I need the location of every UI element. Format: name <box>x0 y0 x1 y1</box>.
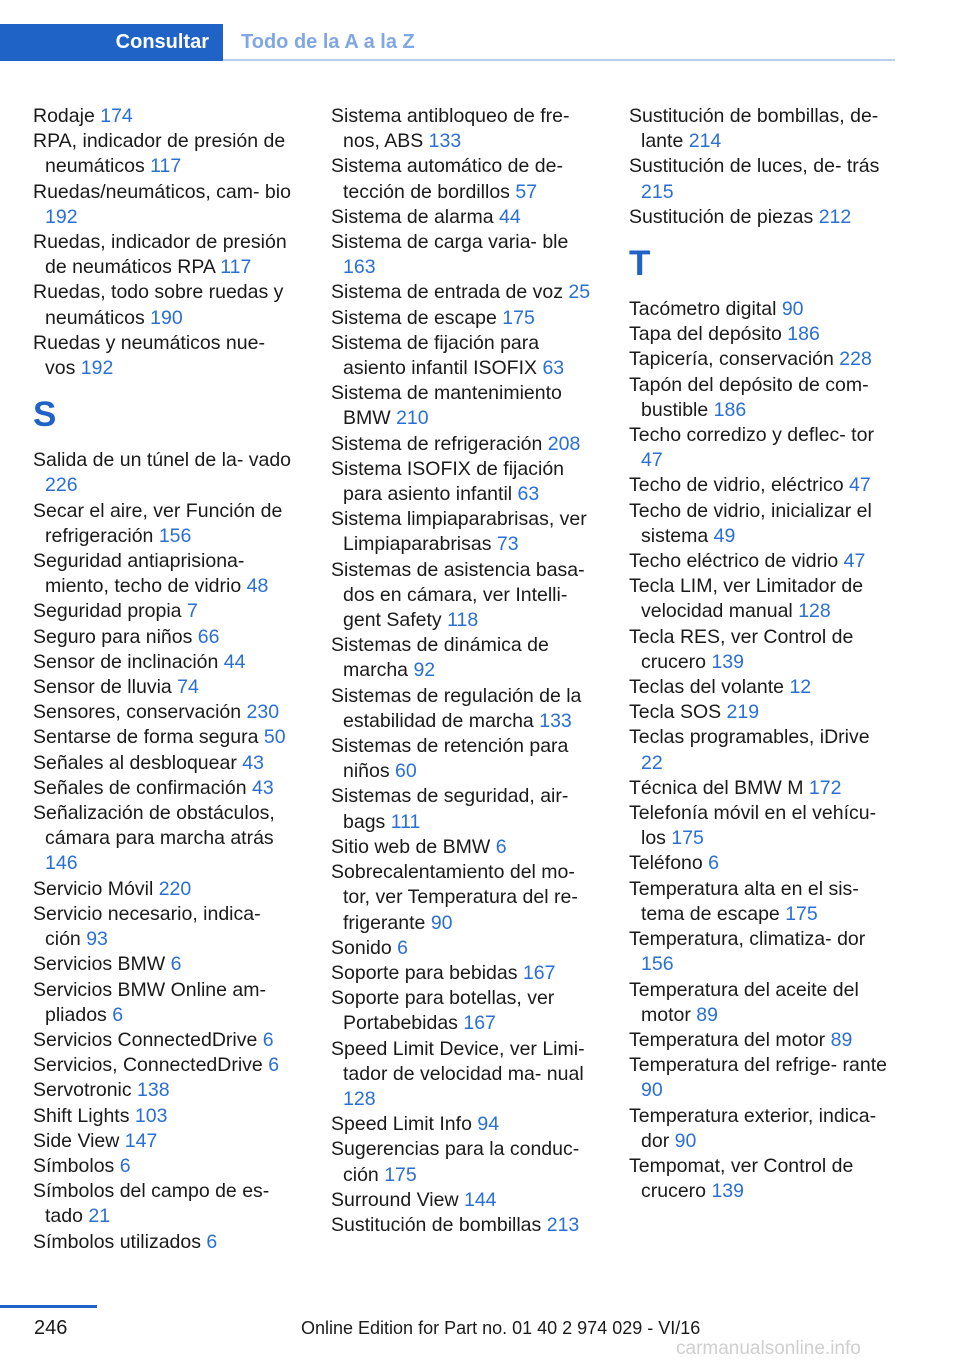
index-entry <box>33 675 297 700</box>
index-entry-term: Surround View <box>331 1188 459 1211</box>
index-entry <box>33 751 297 776</box>
index-entry-page-link[interactable]: 21 <box>88 1205 111 1228</box>
index-entry <box>629 1028 893 1053</box>
index-entry-page-link[interactable]: 192 <box>80 357 114 380</box>
index-entry-term: Techo de vidrio, eléctrico <box>629 474 844 497</box>
index-entry-term: Temperatura exterior, indica‐ dor <box>629 1104 877 1152</box>
index-entry-page-link[interactable]: 156 <box>641 953 674 976</box>
index-entry-term: Sensor de inclinación <box>33 650 219 673</box>
index-entry-page-link[interactable]: 190 <box>150 306 183 329</box>
index-entry <box>33 1154 297 1179</box>
index-entry <box>331 381 595 431</box>
index-entry <box>331 1137 595 1187</box>
index-entry-term: Ruedas, indicador de presión de neumáticos RPA <box>33 231 287 279</box>
index-entry-term: Sonido <box>331 936 392 959</box>
index-entry <box>33 448 297 498</box>
index-entry-page-link[interactable]: 139 <box>711 1180 744 1203</box>
index-entry-term: Temperatura alta en el sis‐ tema de escape <box>629 877 859 925</box>
index-entry-term: Sustitución de bombillas, de‐ lante <box>629 105 879 153</box>
index-entry <box>629 625 893 675</box>
index-entry-term: Sobrecalentamiento del mo‐ tor, ver Temperatura del re‐ frigerante <box>331 861 578 934</box>
index-entry-page-link[interactable]: 44 <box>499 205 521 228</box>
index-entry-page-link[interactable]: 228 <box>839 348 872 371</box>
index-entry-term: Ruedas y neumáticos nue‐ vos <box>33 331 265 380</box>
index-entry-page-link[interactable]: 6 <box>708 852 720 875</box>
index-entry <box>629 801 893 851</box>
index-entry <box>331 684 595 734</box>
tab-todo-de-la-a-a-la-z[interactable]: Todo de la A a la Z <box>241 31 415 53</box>
index-entry-term: Sistema ISOFIX de fijación para asiento infantil <box>331 457 565 506</box>
index-entry <box>331 860 595 936</box>
index-entry <box>33 599 297 624</box>
index-entry <box>629 725 893 775</box>
index-entry <box>33 230 297 280</box>
index-entry-page-link[interactable]: 89 <box>696 1003 718 1026</box>
header-divider <box>223 59 895 61</box>
index-entry <box>33 1104 297 1129</box>
index-entry-term: Técnica del BMW M <box>629 776 804 799</box>
index-entry <box>33 1230 297 1255</box>
index-entry-term: Servicios ConnectedDrive <box>33 1028 258 1051</box>
index-entry-term: Salida de un túnel de la‐ vado <box>33 449 292 472</box>
index-entry <box>331 280 595 305</box>
index-entry <box>629 473 893 498</box>
index-entry <box>629 322 893 347</box>
index-entry-term: Tapa del depósito <box>629 323 782 346</box>
tab-consultar[interactable]: Consultar <box>0 24 223 61</box>
index-entry-page-link[interactable]: 210 <box>396 407 429 430</box>
index-entry-term: Shift Lights <box>33 1104 130 1127</box>
index-entry-term: Sistema antibloqueo de fre‐ nos, ABS <box>331 105 570 153</box>
page-number: 246 <box>34 1317 68 1339</box>
index-entry-page-link[interactable]: 138 <box>137 1079 170 1102</box>
index-entry-term: Sistema de escape <box>331 306 497 329</box>
index-entry-term: Tempomat, ver Control de crucero <box>629 1154 854 1203</box>
index-entry-term: Símbolos utilizados <box>33 1230 201 1253</box>
index-entry-page-link[interactable]: 43 <box>242 751 264 774</box>
index-entry-page-link[interactable]: 163 <box>343 256 376 279</box>
index-entry <box>331 432 595 457</box>
index-entry-page-link[interactable]: 172 <box>808 776 842 799</box>
index-entry <box>629 1104 893 1154</box>
index-entry <box>629 776 893 801</box>
index-entry-term: Sentarse de forma segura <box>33 726 259 749</box>
index-entry-page-link[interactable]: 90 <box>641 1079 663 1102</box>
index-entry-term: Sistema automático de de‐ tección de bordillos <box>331 155 563 203</box>
index-entry-page-link[interactable]: 147 <box>124 1129 158 1152</box>
index-entry-page-link[interactable]: 128 <box>343 1087 376 1110</box>
index-entry <box>331 205 595 230</box>
index-entry <box>33 650 297 675</box>
index-entry <box>33 499 297 549</box>
index-entry-term: Tapicería, conservación <box>629 348 834 371</box>
index-entry-page-link[interactable]: 139 <box>711 650 744 673</box>
index-entry-term: Teclas programables, iDrive <box>629 726 870 749</box>
index-entry <box>33 725 297 750</box>
index-entry-term: Servotronic <box>33 1079 132 1102</box>
index-entry-page-link[interactable]: 167 <box>522 961 556 984</box>
index-entry-term: Servicios, ConnectedDrive <box>33 1054 263 1077</box>
watermark: carmanualsonline.info <box>676 1338 861 1359</box>
index-entry-page-link[interactable]: 47 <box>849 474 871 497</box>
index-entry-page-link[interactable]: 167 <box>463 1012 496 1035</box>
index-entry <box>33 1078 297 1103</box>
index-entry <box>331 331 595 381</box>
index-entry <box>331 306 595 331</box>
index-entry-page-link[interactable]: 92 <box>413 659 436 682</box>
index-entry-term: Techo de vidrio, inicializar el sistema <box>629 499 872 547</box>
index-entry <box>331 633 595 683</box>
edition-note: Online Edition for Part no. 01 40 2 974 029 - VI/16 <box>301 1318 701 1338</box>
index-entry-page-link[interactable]: 128 <box>798 600 831 623</box>
index-entry-page-link[interactable]: 63 <box>542 357 565 380</box>
index-entry-term: Sensor de lluvia <box>33 676 172 699</box>
page-header <box>0 24 895 61</box>
index-entry-page-link[interactable]: 6 <box>206 1230 218 1253</box>
index-column-3 <box>629 104 893 1204</box>
index-entry-page-link[interactable]: 214 <box>688 130 722 153</box>
index-entry-term: Temperatura del refrige‐ rante <box>629 1054 887 1077</box>
index-entry-page-link[interactable]: 174 <box>100 105 133 127</box>
index-entry-page-link[interactable]: 186 <box>713 398 747 421</box>
index-entry-page-link[interactable]: 90 <box>781 298 804 321</box>
index-entry-page-link[interactable]: 63 <box>517 483 540 506</box>
index-entry-page-link[interactable]: 73 <box>496 533 519 556</box>
index-entry-page-link[interactable]: 57 <box>515 180 538 203</box>
index-entry-page-link[interactable]: 94 <box>477 1113 500 1136</box>
index-entry <box>331 734 595 784</box>
index-entry <box>33 952 297 977</box>
index-entry-term: Tecla SOS <box>629 701 722 724</box>
index-entry-page-link[interactable]: 43 <box>251 776 274 799</box>
index-entry <box>33 625 297 650</box>
index-entry-term: Sitio web de BMW <box>331 835 491 858</box>
index-entry <box>629 927 893 977</box>
index-entry-page-link[interactable]: 74 <box>177 676 199 699</box>
index-entry <box>629 574 893 624</box>
index-entry-term: Temperatura del motor <box>629 1028 826 1051</box>
index-entry-page-link[interactable]: 47 <box>843 550 866 573</box>
index-entry-term: Ruedas/neumáticos, cam‐ bio <box>33 180 291 203</box>
index-entry <box>629 978 893 1028</box>
index-entry-page-link[interactable]: 93 <box>86 928 108 951</box>
index-entry-term: Teclas del volante <box>629 676 785 699</box>
index-entry <box>629 549 893 574</box>
index-entry-term: Speed Limit Info <box>331 1113 472 1136</box>
index-entry-page-link[interactable]: 208 <box>547 432 581 455</box>
index-entry-term: Telefonía móvil en el vehícu‐ los <box>629 802 877 850</box>
index-entry-term: Señales al desbloquear <box>33 751 237 774</box>
index-entry-term: Temperatura, climatiza‐ dor <box>629 928 866 951</box>
index-entry-term: Sistemas de asistencia basa‐ dos en cámara, ver Intelli‐ gent Safety <box>331 558 585 632</box>
index-entry-page-link[interactable]: 49 <box>713 524 736 547</box>
index-entry-page-link[interactable]: 6 <box>397 936 408 959</box>
index-entry-page-link[interactable]: 186 <box>787 323 820 346</box>
index-entry <box>629 154 893 204</box>
index-entry-term: Sistema de fijación para asiento infantil ISOFIX <box>331 331 540 380</box>
index-entry-page-link[interactable]: 6 <box>170 953 182 976</box>
index-entry-page-link[interactable]: 25 <box>568 281 591 304</box>
index-entry <box>331 986 595 1036</box>
index-entry-page-link[interactable]: 89 <box>830 1028 853 1051</box>
index-entry-term: RPA, indicador de presión de neumáticos <box>33 130 286 178</box>
index-entry <box>331 961 595 986</box>
index-entry-page-link[interactable]: 230 <box>246 701 280 724</box>
index-entry-page-link[interactable]: 156 <box>158 524 192 547</box>
index-entry <box>331 154 595 204</box>
index-entry-page-link[interactable]: 90 <box>674 1129 697 1152</box>
index-entry-page-link[interactable]: 213 <box>546 1213 580 1236</box>
index-entry-term: Sustitución de luces, de‐ trás <box>629 155 880 178</box>
index-entry <box>629 675 893 700</box>
index-entry-page-link[interactable]: 219 <box>726 701 760 724</box>
index-entry-page-link[interactable]: 226 <box>45 474 78 497</box>
index-letter-heading: T <box>629 244 651 284</box>
index-entry-page-link[interactable]: 117 <box>220 256 252 279</box>
index-entry <box>33 104 297 129</box>
index-entry <box>33 1129 297 1154</box>
index-column-1 <box>33 104 297 1255</box>
index-entry-page-link[interactable]: 6 <box>495 835 507 858</box>
index-entry-term: Side View <box>33 1129 120 1152</box>
index-entry <box>629 347 893 372</box>
index-entry <box>33 801 297 877</box>
index-entry-page-link[interactable]: 175 <box>502 306 535 329</box>
index-entry-term: Señalización de obstáculos, cámara para marcha atrás <box>33 802 275 850</box>
index-entry <box>629 700 893 725</box>
index-entry-page-link[interactable]: 6 <box>268 1054 280 1077</box>
index-entry <box>331 1213 595 1238</box>
index-entry-term: Techo corredizo y deflec‐ tor <box>629 424 874 447</box>
index-letter-heading: S <box>33 395 57 435</box>
index-entry <box>629 423 893 473</box>
index-entry <box>629 205 893 230</box>
index-entry-page-link[interactable]: 22 <box>641 751 663 774</box>
index-entry <box>629 297 893 322</box>
index-entry-term: Seguridad antiaprisiona‐ miento, techo de vidrio <box>33 550 245 598</box>
index-entry-term: Símbolos del campo de es‐ tado <box>33 1180 270 1228</box>
index-entry <box>629 877 893 927</box>
index-entry-term: Speed Limit Device, ver Limi‐ tador de velocidad ma‐ nual <box>331 1037 585 1085</box>
index-entry <box>331 457 595 507</box>
index-entry-page-link[interactable]: 12 <box>789 676 812 699</box>
index-entry-page-link[interactable]: 60 <box>395 760 417 783</box>
index-entry-term: Seguro para niños <box>33 625 193 648</box>
index-entry-term: Servicios BMW Online am‐ pliados <box>33 978 266 1026</box>
index-entry-term: Tecla RES, ver Control de crucero <box>629 625 854 673</box>
index-entry-term: Servicios BMW <box>33 953 166 976</box>
index-entry-page-link[interactable]: 133 <box>428 130 462 153</box>
index-entry-page-link[interactable]: 48 <box>246 575 269 598</box>
index-entry-term: Seguridad propia <box>33 600 182 623</box>
index-entry-term: Sistema de carga varia‐ ble <box>331 231 569 254</box>
index-entry <box>629 851 893 876</box>
index-entry <box>33 978 297 1028</box>
index-entry-term: Soporte para botellas, ver Portabebidas <box>331 987 555 1035</box>
index-entry-term: Tapón del depósito de com‐ bustible <box>629 373 869 421</box>
index-entry-page-link[interactable]: 44 <box>223 650 246 673</box>
footer-rule <box>0 1305 97 1308</box>
index-entry-term: Soporte para bebidas <box>331 961 518 984</box>
index-entry <box>33 700 297 725</box>
index-entry-term: Sistema limpiaparabrisas, ver Limpiaparabrisas <box>331 508 587 556</box>
index-entry-page-link[interactable]: 175 <box>671 827 704 850</box>
index-entry <box>629 499 893 549</box>
index-entry-term: Servicio necesario, indica‐ ción <box>33 902 261 951</box>
index-entry-term: Sistema de entrada de voz <box>331 281 563 304</box>
index-entry-page-link[interactable]: 146 <box>45 852 78 875</box>
index-entry <box>331 558 595 634</box>
index-entry-page-link[interactable]: 47 <box>641 449 663 472</box>
index-entry <box>331 1188 595 1213</box>
index-entry <box>33 1028 297 1053</box>
index-entry <box>33 331 297 381</box>
index-entry-term: Sugerencias para la conduc‐ ción <box>331 1138 580 1186</box>
index-entry-term: Techo eléctrico de vidrio <box>629 550 839 573</box>
index-entry-page-link[interactable]: 212 <box>818 205 852 228</box>
index-entry-page-link[interactable]: 220 <box>158 877 192 900</box>
index-entry-term: Tacómetro digital <box>629 298 777 321</box>
index-entry-page-link[interactable]: 118 <box>447 609 479 632</box>
index-entry-term: Sensores, conservación <box>33 701 242 724</box>
index-entry-term: Sustitución de bombillas <box>331 1213 542 1236</box>
index-entry-term: Tecla LIM, ver Limitador de velocidad manual <box>629 575 864 623</box>
index-entry-term: Sistema de alarma <box>331 205 494 228</box>
index-entry <box>331 507 595 557</box>
index-entry-term: Sistemas de seguridad, air‐ bags <box>331 785 569 833</box>
index-entry-page-link[interactable]: 175 <box>785 902 818 925</box>
index-entry <box>33 1179 297 1229</box>
index-entry <box>331 835 595 860</box>
index-entry-term: Señales de confirmación <box>33 776 247 799</box>
index-entry-page-link[interactable]: 66 <box>197 625 220 648</box>
index-entry-term: Secar el aire, ver Función de refrigeración <box>33 499 283 547</box>
index-entry-term: Ruedas, todo sobre ruedas y neumáticos <box>33 281 284 329</box>
index-entry-term: Temperatura del aceite del motor <box>629 978 859 1026</box>
index-entry <box>331 1037 595 1113</box>
index-entry <box>331 1112 595 1137</box>
index-entry <box>331 784 595 834</box>
index-entry <box>33 129 297 179</box>
index-entry <box>629 373 893 423</box>
index-entry-page-link[interactable]: 133 <box>539 709 572 732</box>
index-entry <box>33 877 297 902</box>
index-entry <box>331 104 595 154</box>
index-entry-page-link[interactable]: 175 <box>384 1163 417 1186</box>
index-entry-page-link[interactable]: 111 <box>390 810 421 833</box>
index-entry-term: Sistema de mantenimiento BMW <box>331 382 562 430</box>
index-entry-page-link[interactable]: 103 <box>134 1104 168 1127</box>
index-entry <box>331 936 595 961</box>
index-entry-page-link[interactable]: 215 <box>641 180 674 203</box>
index-entry-page-link[interactable]: 6 <box>119 1154 131 1177</box>
index-entry <box>629 1154 893 1204</box>
index-entry-term: Sistemas de retención para niños <box>331 735 569 783</box>
index-column-2 <box>331 104 595 1238</box>
index-entry-term: Sistema de refrigeración <box>331 432 543 455</box>
index-entry-page-link[interactable]: 90 <box>430 911 453 934</box>
index-entry-page-link[interactable]: 144 <box>463 1188 497 1211</box>
index-entry-term: Rodaje <box>33 105 95 127</box>
index-entry <box>33 180 297 230</box>
index-entry-page-link[interactable]: 192 <box>45 205 78 228</box>
index-entry <box>629 1053 893 1103</box>
index-entry <box>33 280 297 330</box>
index-entry-term: Sistemas de regulación de la estabilidad de marcha <box>331 684 582 732</box>
index-entry <box>33 776 297 801</box>
index-entry-term: Símbolos <box>33 1154 115 1177</box>
index-entry-page-link[interactable]: 7 <box>186 600 198 623</box>
index-entry-page-link[interactable]: 6 <box>112 1003 124 1026</box>
index-entry <box>33 549 297 599</box>
index-entry <box>629 104 893 154</box>
index-entry-term: Servicio Móvil <box>33 877 154 900</box>
index-entry-page-link[interactable]: 6 <box>262 1028 274 1051</box>
index-entry-term: Teléfono <box>629 852 703 875</box>
index-entry-term: Sistemas de dinámica de marcha <box>331 634 549 682</box>
index-entry-term: Sustitución de piezas <box>629 205 814 228</box>
index-entry <box>331 230 595 280</box>
index-entry <box>33 1053 297 1078</box>
index-entry-page-link[interactable]: 50 <box>263 726 286 749</box>
index-entry <box>33 902 297 952</box>
index-entry-page-link[interactable]: 117 <box>150 155 182 178</box>
